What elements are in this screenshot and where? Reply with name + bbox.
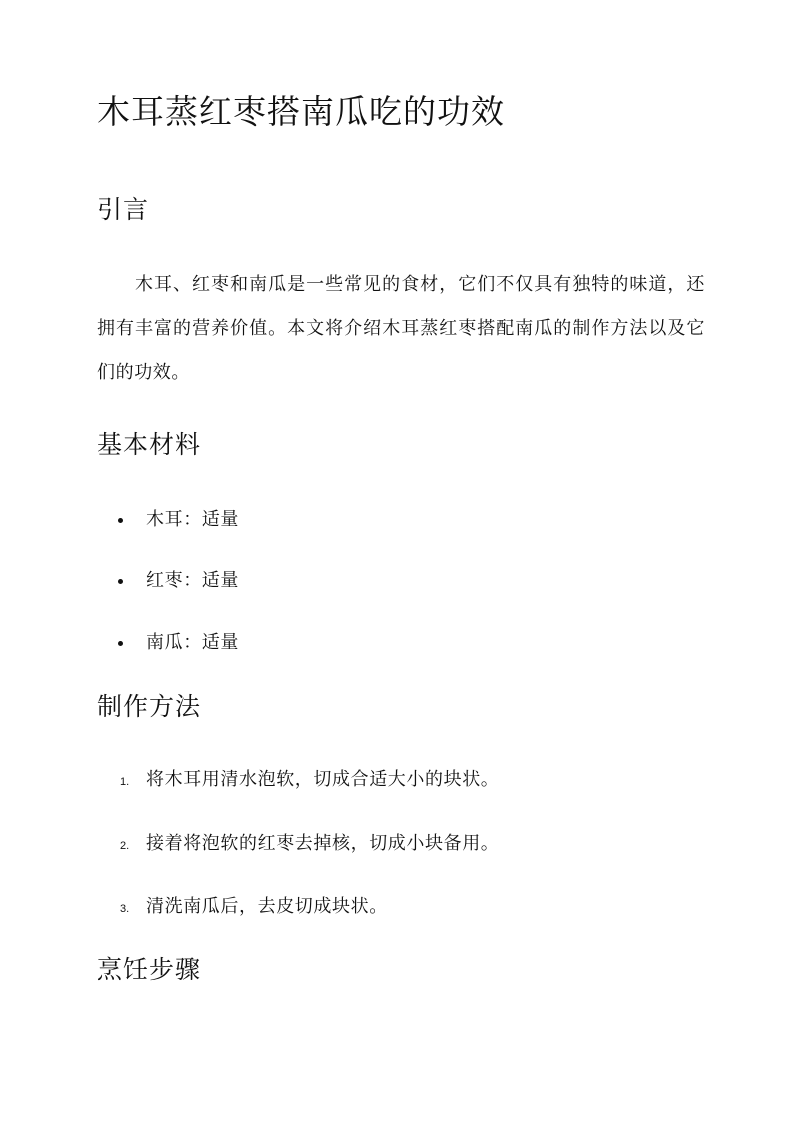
section-heading-method: 制作方法 <box>97 692 202 721</box>
bullet-icon <box>118 641 123 646</box>
material-text: 红枣：适量 <box>146 570 239 591</box>
step-number: 3. <box>120 903 130 915</box>
step-number: 2. <box>120 840 130 852</box>
step-number: 1. <box>120 776 130 788</box>
material-text: 木耳：适量 <box>146 509 239 530</box>
bullet-icon <box>118 518 123 523</box>
step-text: 清洗南瓜后，去皮切成块状。 <box>146 896 388 917</box>
material-text: 南瓜：适量 <box>146 632 239 653</box>
bullet-icon <box>118 579 123 584</box>
step-text: 接着将泡软的红枣去掉核，切成小块备用。 <box>146 833 500 854</box>
document-title: 木耳蒸红枣搭南瓜吃的功效 <box>97 92 505 131</box>
section-heading-intro: 引言 <box>97 195 150 224</box>
section-heading-materials: 基本材料 <box>97 430 202 459</box>
step-text: 将木耳用清水泡软，切成合适大小的块状。 <box>146 769 500 790</box>
section-heading-cooking: 烹饪步骤 <box>97 955 202 984</box>
intro-paragraph: 木耳、红枣和南瓜是一些常见的食材，它们不仅具有独特的味道，还拥有丰富的营养价值。本文将介绍木耳蒸红枣搭配南瓜的制作方法以及它们的功效。 <box>97 274 705 383</box>
